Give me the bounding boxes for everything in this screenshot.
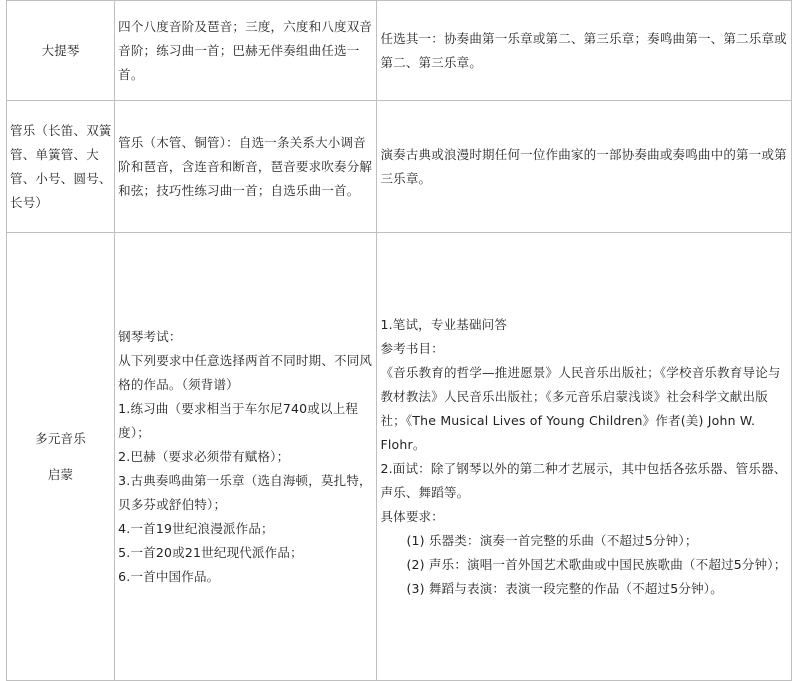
specific-label: 具体要求： xyxy=(380,508,444,524)
list-item: 5.一首20或21世纪现代派作品； xyxy=(118,544,303,560)
instrument-cell xyxy=(7,1,115,101)
references-text: 《音乐教育的哲学—推进愿景》人民音乐出版社；《学校音乐教育导论与教材教法》人民音乐出版社；《多元音乐启蒙浅谈》社会科学文献出版社；《The Musical Lives of Young Children》作者(美) John W. Flohr。 xyxy=(380,364,781,452)
table-row xyxy=(7,233,792,681)
repertoire-cell xyxy=(377,1,792,101)
table-row xyxy=(7,101,792,233)
exam-requirements-cell xyxy=(377,233,792,681)
list-item: 3.古典奏鸣曲第一乐章（选自海顿，莫扎特，贝多芬或舒伯特）； xyxy=(118,472,372,512)
list-item: 6.一首中国作品。 xyxy=(118,568,220,584)
instrument-cell xyxy=(7,233,115,681)
written-exam: 1.笔试，专业基础问答 xyxy=(380,316,508,332)
references-label: 参考书目： xyxy=(380,340,444,356)
instrument-name: 管乐（长笛、双簧管、单簧管、大管、小号、圆号、长号） xyxy=(10,122,112,210)
list-item: 1.练习曲（要求相当于车尔尼740或以上程度）； xyxy=(118,400,359,440)
requirements-table xyxy=(6,0,792,681)
repertoire-text: 任选其一：协奏曲第一乐章或第二、第三乐章；奏鸣曲第一、第二乐章或第二、第三乐章。 xyxy=(380,30,787,70)
list-item: 2.巴赫（要求必须带有赋格）； xyxy=(118,448,290,464)
list-item: (1) 乐器类：演奏一首完整的乐曲（不超过5分钟）； xyxy=(406,532,698,548)
piano-intro: 从下列要求中任意选择两首不同时期、不同风格的作品。（须背谱） xyxy=(118,352,373,392)
instrument-name-line1: 多元音乐 xyxy=(35,430,86,446)
list-item: (2) 声乐：演唱一首外国艺术歌曲或中国民族歌曲（不超过5分钟）； xyxy=(406,556,787,572)
requirements-cell xyxy=(115,101,377,233)
repertoire-cell xyxy=(377,101,792,233)
list-item: 4.一首19世纪浪漫派作品； xyxy=(118,520,274,536)
instrument-name: 大提琴 xyxy=(41,42,80,58)
interview-text: 2.面试：除了钢琴以外的第二种才艺展示，其中包括各弦乐器、管乐器、声乐、舞蹈等。 xyxy=(380,460,787,500)
instrument-cell xyxy=(7,101,115,233)
instrument-name-line2: 启蒙 xyxy=(47,466,74,482)
piano-title: 钢琴考试： xyxy=(118,328,182,344)
piano-requirements-cell xyxy=(115,233,377,681)
table-row xyxy=(7,1,792,101)
requirements-cell xyxy=(115,1,377,101)
repertoire-text: 演奏古典或浪漫时期任何一位作曲家的一部协奏曲或奏鸣曲中的第一或第三乐章。 xyxy=(380,146,787,186)
list-item: (3) 舞蹈与表演：表演一段完整的作品（不超过5分钟）。 xyxy=(406,580,723,596)
requirements-text: 管乐（木管、铜管）：自选一条关系大小调音阶和琶音，含连音和断音，琶音要求吹奏分解和弦；技巧性练习曲一首；自选乐曲一首。 xyxy=(118,134,373,198)
requirements-text: 四个八度音阶及琶音；三度，六度和八度双音音阶；练习曲一首；巴赫无伴奏组曲任选一首。 xyxy=(118,18,373,82)
